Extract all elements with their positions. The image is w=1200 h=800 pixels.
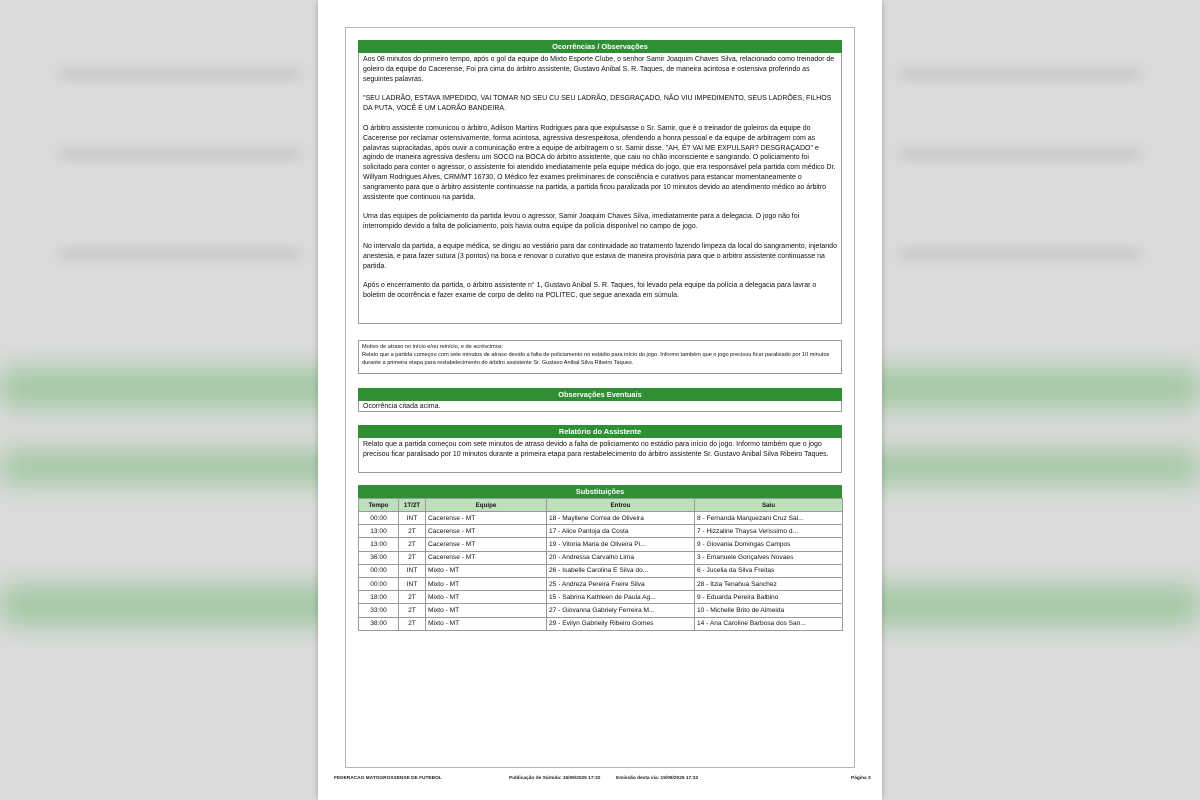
table-cell: 3 - Emanuele Gonçalves Novaes [695, 551, 843, 564]
table-cell: 10 - Michelle Brito de Almeida [695, 604, 843, 617]
table-cell: 2T [399, 538, 426, 551]
column-header: Tempo [359, 499, 399, 512]
assistant-text: Relato que a partida começou com sete minutos de atraso devido a falta de policiamento no estádio para início do jogo. Informo também que o jogo precisou ficar paralisado por 10 minutos durante a primeira etapa para restabelecimento do árbitro assistente Sr. Gustavo Anibal Silva Ribeiro Taques. [358, 438, 842, 473]
occurrences-header: Ocorrências / Observações [358, 40, 842, 53]
table-cell: 18 - Mayllene Correa de Oliveira [547, 512, 695, 525]
occurrence-paragraph: Uma das equipes de policiamento da partida levou o agressor, Samir Joaquim Chaves Silva, imediatamente para a delegacia. O jogo não foi interrompido devido a falta de policiamento, pois havia outra equipe da polícia disponível no campo de jogo. [363, 213, 800, 231]
table-cell: 27 - Giovanna Gabriely Ferreira M... [547, 604, 695, 617]
blurred-line [900, 70, 1140, 78]
blurred-line [60, 70, 300, 78]
occurrences-section [358, 40, 842, 324]
table-cell: Mixto - MT [426, 564, 547, 577]
table-cell: 28 - Itzia Tenahua Sanchez [695, 577, 843, 590]
table-cell: 9 - Eduarda Pereira Balbino [695, 591, 843, 604]
eventual-text: Ocorrência citada acima. [358, 401, 842, 412]
blurred-line [900, 150, 1140, 158]
table-cell: 2T [399, 617, 426, 630]
table-row [359, 551, 843, 564]
column-header: Entrou [547, 499, 695, 512]
table-row [359, 512, 843, 525]
column-header: 1T/2T [399, 499, 426, 512]
table-cell: Mixto - MT [426, 604, 547, 617]
table-cell: 2T [399, 604, 426, 617]
substitutions-table [358, 498, 843, 631]
blurred-line [60, 150, 300, 158]
table-row [359, 525, 843, 538]
footer-org: FEDERACAO MATOGROSSENSE DE FUTEBOL [334, 776, 442, 781]
table-cell: 25 - Andreza Pereira Freire Silva [547, 577, 695, 590]
delay-section [358, 340, 842, 374]
table-cell: Cacerense - MT [426, 551, 547, 564]
table-row [359, 604, 843, 617]
table-cell: 00:00 [359, 512, 399, 525]
table-cell: 00:00 [359, 564, 399, 577]
delay-text: Relato que a partida começou com sete minutos de atraso devido a falta de policiamento no estádio para início do jogo. Informo também que o jogo precisou ficar paralisado por 10 minutos durante a primeira etapa para restabelecimento do árbitro assistente Sr. Gustavo Anibal Silva Ribeiro Taques. [362, 352, 830, 367]
blurred-line [60, 250, 300, 258]
table-row [359, 577, 843, 590]
table-header-row [359, 499, 843, 512]
table-cell: 7 - Hizzaline Thaysa Verissimo d... [695, 525, 843, 538]
table-row [359, 591, 843, 604]
column-header: Saiu [695, 499, 843, 512]
table-cell: 9 - Giovania Domingas Campos [695, 538, 843, 551]
table-cell: 6 - Jucelia da Silva Freitas [695, 564, 843, 577]
footer-published: Publicação de Súmula: 15/09/2025 17:32 [509, 776, 601, 781]
table-cell: Mixto - MT [426, 577, 547, 590]
occurrences-body [358, 53, 842, 324]
eventual-section [358, 388, 842, 412]
footer-page: Página 3 [851, 776, 871, 781]
footer-issued: Emissão desta via: 15/09/2025 17:32 [616, 776, 699, 781]
table-cell: 2T [399, 525, 426, 538]
table-cell: 8 - Fernanda Marquezani Cruz Sal... [695, 512, 843, 525]
assistant-section [358, 425, 842, 473]
assistant-header: Relatório do Assistente [358, 425, 842, 438]
table-cell: 17 - Alice Pantoja da Costa [547, 525, 695, 538]
table-cell: 13:00 [359, 525, 399, 538]
table-cell: 33:00 [359, 604, 399, 617]
table-cell: INT [399, 512, 426, 525]
table-cell: 29 - Evilyn Gabrielly Ribeiro Gomes [547, 617, 695, 630]
table-cell: INT [399, 564, 426, 577]
table-cell: 36:00 [359, 551, 399, 564]
table-row [359, 617, 843, 630]
table-row [359, 538, 843, 551]
table-cell: 13:00 [359, 538, 399, 551]
occurrence-paragraph: Após o encerramento da partida, o árbitro assistente n° 1, Gustavo Anibal S. R. Taques, foi levado pela equipe da polícia a delegacia para lavrar o boletim de ocorrência e fazer exame de corpo de delito na POLITEC, que segue anexada em súmula. [363, 282, 817, 300]
table-cell: 19 - Vitoria Maria de Oliveira Pi... [547, 538, 695, 551]
blurred-line [900, 250, 1140, 258]
table-cell: Cacerense - MT [426, 538, 547, 551]
table-cell: 2T [399, 551, 426, 564]
occurrence-paragraph: No intervalo da partida, a equipe médica, se dirigiu ao vestiário para dar continuidade ao tratamento fazendo limpeza da local do sangramento, injetando anestesia, e para fazer sutura (3 pontos) na boca e renovar o curativo que estava de maneira provisória para que o arbitro assistente continuasse na partida. [363, 242, 837, 270]
table-cell: Mixto - MT [426, 617, 547, 630]
substitutions-section [358, 485, 842, 631]
table-cell: Cacerense - MT [426, 512, 547, 525]
delay-label: Motivo de atraso no início e/ou reinício, e de acréscimos: [362, 344, 504, 350]
eventual-header: Observações Eventuais [358, 388, 842, 401]
occurrence-paragraph: O árbitro assistente comunicou o árbitro, Adilson Martins Rodrigues para que expulsasse o Sr. Samir, que é o treinador de goleiros da equipe do Cacerense por reclamar ostensivamente, forma acintosa, agressiva desrespeitosa, ofendendo a honra pessoal e da equipe de arbitragem com as palavras supracitadas, após ouvir a comunicação entre a equipe de arbitragem o sr. Samir disse. "AH, É? VAI ME EXPULSAR? DESGRAÇADO" e agindo de maneira agressiva desferiu um SOCO na BOCA do árbitro assistente, que caiu no chão inconsciente e sangrando. O policiamento foi solicitado para conter o agressor, o assistente foi atendido imediatamente pela equipe médica do jogo, que era responsável pela partida com médico Dr. Willyam Rodrigues Alves, CRM/MT 16730, O Médico fez exames preliminares de consciência e curativos para estancar momentaneamente o sangramento para que o árbitro assistente continuasse na partida, a partida ficou paralizada por 10 minutos devido ao atendimento médico ao árbitro assistente que continuou na partida. [363, 124, 836, 201]
table-row [359, 564, 843, 577]
table-cell: Cacerense - MT [426, 525, 547, 538]
table-cell: 00:00 [359, 577, 399, 590]
table-cell: 20 - Andressa Carvalho Lima [547, 551, 695, 564]
table-cell: INT [399, 577, 426, 590]
column-header: Equipe [426, 499, 547, 512]
table-cell: Mixto - MT [426, 591, 547, 604]
substitutions-body [359, 512, 843, 631]
document-page [318, 0, 882, 800]
substitutions-header: Substituições [358, 485, 842, 498]
table-cell: 14 - Ana Caroline Barbosa dos San... [695, 617, 843, 630]
table-cell: 2T [399, 591, 426, 604]
occurrence-paragraph: "SEU LADRÃO, ESTAVA IMPEDIDO, VAI TOMAR NO SEU CU SEU LADRÃO, DESGRAÇADO, NÃO VIU IMPEDIMENTO, SEUS LADRÕES, FILHOS DA PUTA, VOCÊ É UM LADRÃO BANDEIRA. [363, 95, 832, 113]
table-cell: 15 - Sabrina Kathleen de Paula Ag... [547, 591, 695, 604]
table-cell: 38:00 [359, 617, 399, 630]
occurrence-paragraph: Aos 08 minutos do primeiro tempo, após o gol da equipe do Mixto Esporte Clube, o senhor Samir Joaquim Chaves Silva, relacionado como treinador de goleiro da equipe do Cacerense, Foi pra cima do árbitro assistente, Gustavo Anibal S. R. Taques, de maneira acintosa e ostensiva proferindo as seguintes palavras. [363, 56, 835, 83]
table-cell: 26 - Isabelle Carolina E Silva do... [547, 564, 695, 577]
table-cell: 18:00 [359, 591, 399, 604]
